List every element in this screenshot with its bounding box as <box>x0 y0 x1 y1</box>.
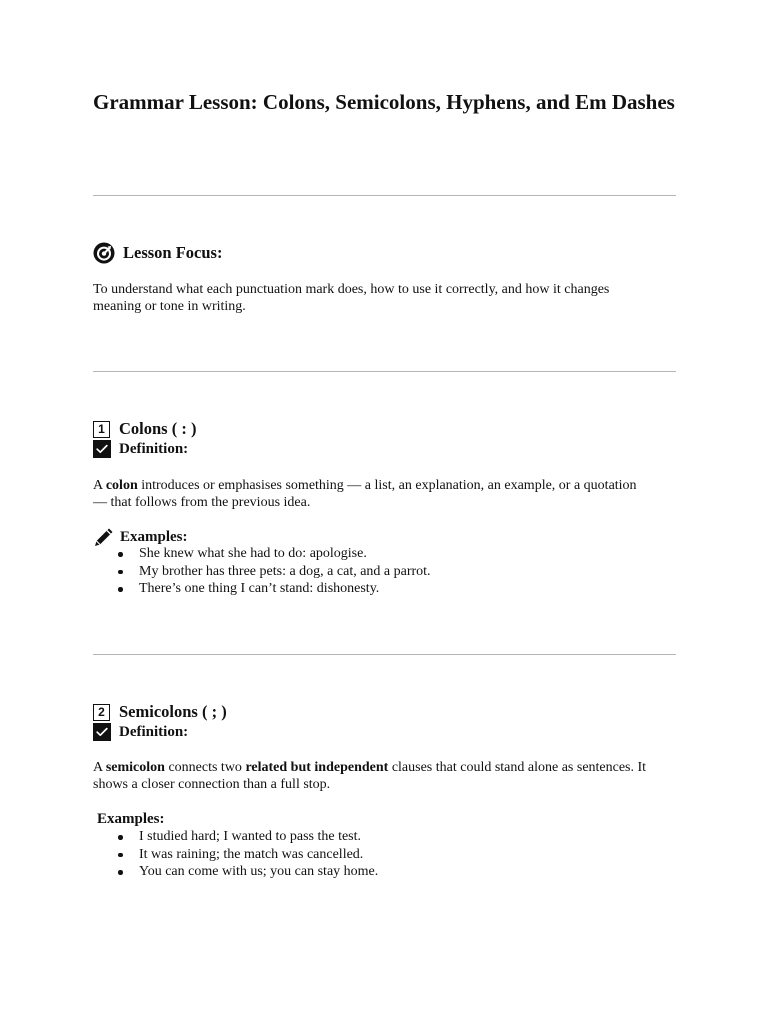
list-item: You can come with us; you can stay home. <box>93 863 378 881</box>
semicolons-examples-heading <box>97 810 165 828</box>
list-item: She knew what she had to do: apologise. <box>93 545 431 563</box>
semicolons-heading <box>93 702 227 722</box>
colons-examples-list <box>93 545 431 598</box>
check-icon <box>93 440 111 458</box>
colons-definition-heading <box>93 440 188 458</box>
target-icon <box>93 242 115 264</box>
number-badge: 1 <box>93 421 110 438</box>
text-fragment: A <box>93 478 106 493</box>
definition-label: Definition: <box>119 441 189 457</box>
list-item: It was raining; the match was cancelled. <box>93 846 378 864</box>
page-title: Grammar Lesson: Colons, Semicolons, Hyphens, and Em Dashes <box>93 90 675 114</box>
examples-label: Examples: <box>120 529 188 545</box>
lesson-focus-text: To understand what each punctuation mark does, how to use it correctly, and how it changes meaning or tone in writing. <box>93 282 610 314</box>
text-fragment: A <box>93 760 106 775</box>
semicolons-examples-list <box>93 828 378 881</box>
colons-heading <box>93 419 196 439</box>
colons-definition-text <box>93 477 653 511</box>
divider <box>93 654 676 655</box>
list-item: There’s one thing I can’t stand: dishonesty. <box>93 580 431 598</box>
lesson-focus-label: Lesson Focus: <box>123 243 223 262</box>
semicolons-definition-heading <box>93 723 188 741</box>
divider <box>93 371 676 372</box>
number-badge: 2 <box>93 704 110 721</box>
text-fragment: connects two <box>164 760 246 775</box>
bold-term: semicolon <box>105 760 165 775</box>
bold-term: colon <box>105 478 138 493</box>
list-item: My brother has three pets: a dog, a cat, and a parrot. <box>93 563 431 581</box>
lesson-focus-heading <box>93 242 222 264</box>
pencil-icon <box>93 527 114 547</box>
list-item: I studied hard; I wanted to pass the test. <box>93 828 378 846</box>
semicolons-definition-text <box>93 759 653 793</box>
colons-examples-heading <box>93 527 188 547</box>
divider <box>93 195 676 196</box>
semicolons-heading-label: Semicolons ( ; ) <box>119 702 227 721</box>
check-icon <box>93 723 111 741</box>
bold-term: related but independent <box>245 760 389 775</box>
text-fragment: introduces or emphasises something — a list, an explanation, an example, or a quotation — that follows from the previous idea. <box>93 478 637 510</box>
text-fragment: clauses that could stand alone as sentences. It shows a closer connection than a full stop. <box>93 760 647 792</box>
definition-label: Definition: <box>119 724 189 740</box>
colons-heading-label: Colons ( : ) <box>119 419 197 438</box>
examples-label: Examples: <box>97 811 165 827</box>
